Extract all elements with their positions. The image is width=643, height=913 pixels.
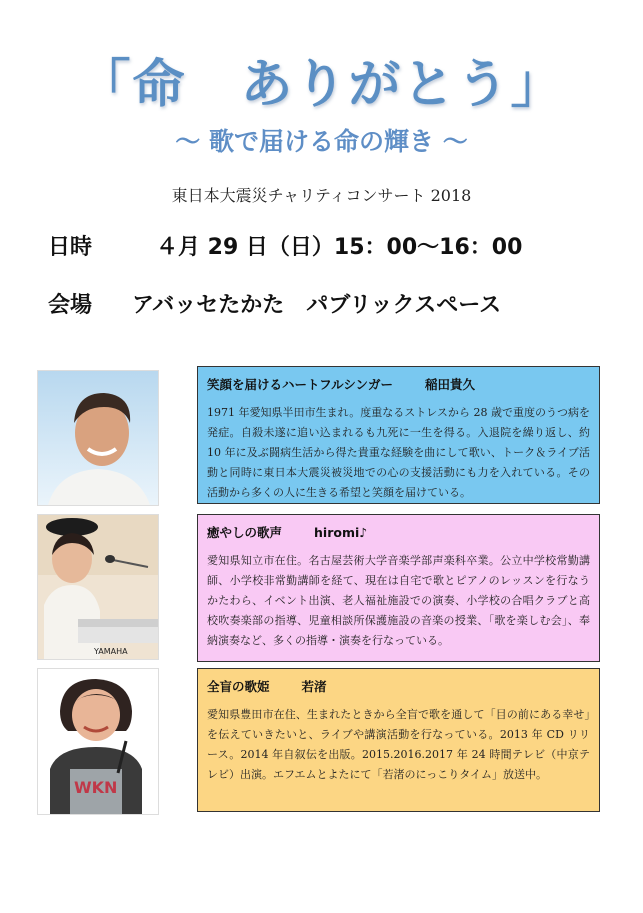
performer-bio-2: 愛知県知立市在住。名古屋芸術大学音楽学部声楽科卒業。公立中学校常勤講師、小学校非常勤講師を経て、現在は自宅で歌とピアノのレッスンを行なうかたわら、イベント出演、老人福祉施設での演奏、小学校の合唱クラブと高校吹奏楽部の指導、児童相談所保護施設の音楽の授業、｢歌を楽しむ会｣、奉納演奏など、多くの指導・演奏を行なっている。 [207,554,590,647]
performer-heading-2 [207,523,590,541]
shirt-text: WKN [74,778,118,797]
performer-photo-3 [37,668,159,815]
performer-title-1: 笑顔を届けるハートフルシンガー [207,377,394,392]
date-row [48,230,522,261]
performer-card-1 [197,366,600,504]
event-name: 東日本大震災チャリティコンサート 2018 [171,186,472,205]
performer-bio-1: 1971 年愛知県半田市生まれ。度重なるストレスから 28 歳で重度のうつ病を発症。自殺未遂に追い込まれるも九死に一生を得る。入退院を繰り返し、約 10 年に及ぶ闘病生活から得た貴重な経験を曲にして歌い、トーク＆ライブ活動と同時に東日本大震災被災地での心の支援活動にも力を入れている。その活動から多くの人に生きる希望と笑顔を届けている。 [207,406,590,499]
male-singer-photo [38,371,158,505]
date-label: 日時 [48,235,93,260]
female-singer-photo [38,515,158,659]
performer-photo-1 [37,370,159,506]
performer-bio-3: 愛知県豊田市在住、生まれたときから全盲で歌を通して「目の前にある幸せ」を伝えていきたいと、ライブや講演活動を行なっている。2013 年 CD リリース。2014 年自叙伝を出版。2015.2016.2017 年 24 時間テレビ（中京テレビ）出演。エフエムとよたにて「若渚のにっこりタイム」放送中。 [207,708,590,781]
venue-label: 会場 [48,293,93,318]
performer-name-1: 稲田貴久 [425,377,476,392]
keyboard-brand: YAMAHA [94,647,128,656]
venue-value: アバッセたかた パブリックスペース [132,293,502,318]
performer-card-3 [197,668,600,812]
performer-photo-2 [37,514,159,660]
page-subtitle: ～ 歌で届ける命の輝き ～ [175,127,468,156]
performer-title-3: 全盲の歌姫 [207,679,270,694]
performer-title-2: 癒やしの歌声 [207,525,283,540]
blind-singer-photo [38,669,158,814]
date-value: ４月 29 日（日）15：00～16：00 [156,235,523,260]
performer-card-2 [197,514,600,662]
page-title: 「命 ありがとう」 [78,55,565,115]
performer-heading-3 [207,677,590,695]
performer-name-3: 若渚 [301,679,327,694]
performer-heading-1 [207,375,590,393]
performer-name-2: hiromi♪ [314,525,368,540]
venue-row [48,288,501,319]
